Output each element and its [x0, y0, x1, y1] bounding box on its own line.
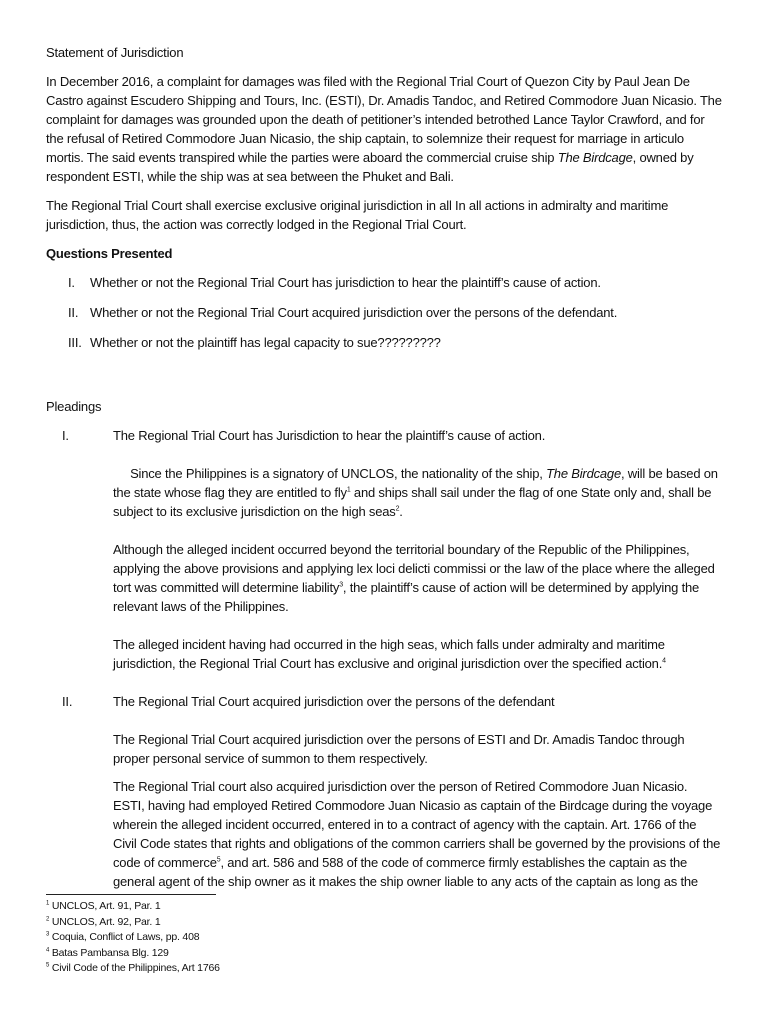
footnotes — [46, 899, 220, 977]
footnote-number: 4 — [46, 947, 50, 953]
footnote-number: 1 — [46, 900, 50, 907]
question-number: III. — [68, 335, 82, 350]
footnote-text: Batas Pambansa Blg. 129 — [49, 946, 169, 959]
pleading-item-2-heading — [46, 692, 722, 711]
ship-name: The Birdcage — [557, 150, 633, 165]
pleading-item-1-heading — [46, 426, 722, 445]
question-text: Whether or not the Regional Trial Court has jurisdiction to hear the plaintiff’s cause of action. — [90, 275, 601, 290]
footnote-number: 2 — [46, 916, 50, 922]
question-number: I. — [68, 275, 75, 290]
pleading-2-paragraph-1: The Regional Trial Court acquired jurisdiction over the persons of ESTI and Dr. Amadis Tandoc through proper personal service of summon to them respectively. — [113, 732, 685, 766]
footnote-ref: 3 — [339, 581, 343, 589]
questions-list — [46, 273, 722, 352]
footnote-ref: 5 — [216, 856, 221, 864]
ship-name: The Birdcage — [546, 466, 621, 481]
pleading-2-paragraph-2: The Regional Trial court also acquired jurisdiction over the person of Retired Commodore Juan Nicasio. ESTI, having had employed Retired Commodore Juan Nicasio as captain of the Birdcage during the voyage wherein the alleged incident occurred, entered in to a contract of agency with the captain. Art. 1766 of the Civil Code states that rights and obligations of the common carriers shall be governed by the provisions of the code of commerce$^5$, and art. 586 and 588 of the code of commerce firmly establishes the captain as the general agent of the ship owner as it makes the ship owner liable to any acts of the captain as long as the — [113, 779, 721, 889]
question-text: Whether or not the plaintiff has legal capacity to sue????????? — [90, 335, 441, 350]
statement-text-b: , owned by respondent ESTI, while the ship was at sea between the Phuket and Bali. — [46, 150, 694, 184]
question-item — [46, 303, 722, 322]
footnote-number: 5 — [46, 962, 50, 969]
pleading-1-paragraph-1: Since the Philippines is a signatory of UNCLOS, the nationality of the ship, The Birdcage, will be based on the state whose flag they are entitled to fly$^1$ and ships shall sail under the flag of one State only and, shall be subject to its exclusive jurisdiction on the high seas$^2$. — [113, 466, 718, 519]
footnote — [46, 915, 220, 931]
footnote-ref: 2 — [395, 505, 400, 513]
footnote-text: UNCLOS, Art. 91, Par. 1 — [49, 900, 161, 912]
footnote — [46, 961, 220, 977]
pleading-heading-text: The Regional Trial Court acquired jurisdiction over the persons of the defendant — [113, 694, 555, 709]
statement-of-jurisdiction-heading: Statement of Jurisdiction — [46, 45, 184, 60]
questions-presented-heading: Questions Presented — [46, 246, 173, 261]
footnote — [46, 930, 220, 946]
pleading-number: II. — [62, 694, 73, 709]
footnote-ref: 1 — [346, 486, 351, 494]
question-text: Whether or not the Regional Trial Court acquired jurisdiction over the persons of the defendant. — [90, 305, 618, 320]
question-number: II. — [68, 305, 79, 320]
statement-paragraph-2: The Regional Trial Court shall exercise exclusive original jurisdiction in all In all actions in admiralty and maritime jurisdiction, thus, the action was correctly lodged in the Regional Trial Court. — [46, 198, 669, 232]
footnote-text: Coquia, Conflict of Laws, pp. 408 — [49, 931, 200, 943]
footnote-text: UNCLOS, Art. 92, Par. 1 — [49, 915, 161, 928]
footnote-separator — [46, 894, 216, 895]
question-item — [46, 333, 722, 352]
statement-text-a: In December 2016, a complaint for damages was filed with the Regional Trial Court of Quezon City by Paul Jean De Castro against Escudero Shipping and Tours, Inc. (ESTI), Dr. Amadis Tandoc, and Retired Commodore Juan Nicasio. The complaint for damages was grounded upon the death of petitioner’s intended betrothed Lance Taylor Crawford, and for the refusal of Retired Commodore Juan Nicasio, the ship captain, to solemnize their request for marriage in articulo mortis. The said events transpired while the parties were aboard the commercial cruise ship — [46, 74, 722, 165]
pleading-1-paragraph-2: Although the alleged incident occurred beyond the territorial boundary of the Republic of the Philippines, applying the above provisions and applying lex loci delicti commissi or the law of the place where the alleged tort was committed will determine liability$^3$, the plaintiff’s cause of action will be determined by applying the relevant laws of the Philippines. — [113, 542, 715, 614]
footnote — [46, 946, 220, 962]
pleading-1-paragraph-3: The alleged incident having had occurred in the high seas, which falls under admiralty and maritime jurisdiction, the Regional Trial Court has exclusive and original jurisdiction over the specified action.$^4$ — [113, 637, 666, 671]
footnote — [46, 899, 220, 915]
footnote-number: 3 — [46, 931, 50, 938]
footnote-text: Civil Code of the Philippines, Art 1766 — [49, 962, 220, 974]
question-item — [46, 273, 722, 292]
pleading-number: I. — [62, 428, 69, 443]
pleadings-heading: Pleadings — [46, 399, 102, 414]
pleading-heading-text: The Regional Trial Court has Jurisdiction to hear the plaintiff’s cause of action. — [113, 428, 546, 443]
statement-paragraph-1 — [46, 72, 722, 186]
footnote-ref: 4 — [662, 657, 666, 665]
